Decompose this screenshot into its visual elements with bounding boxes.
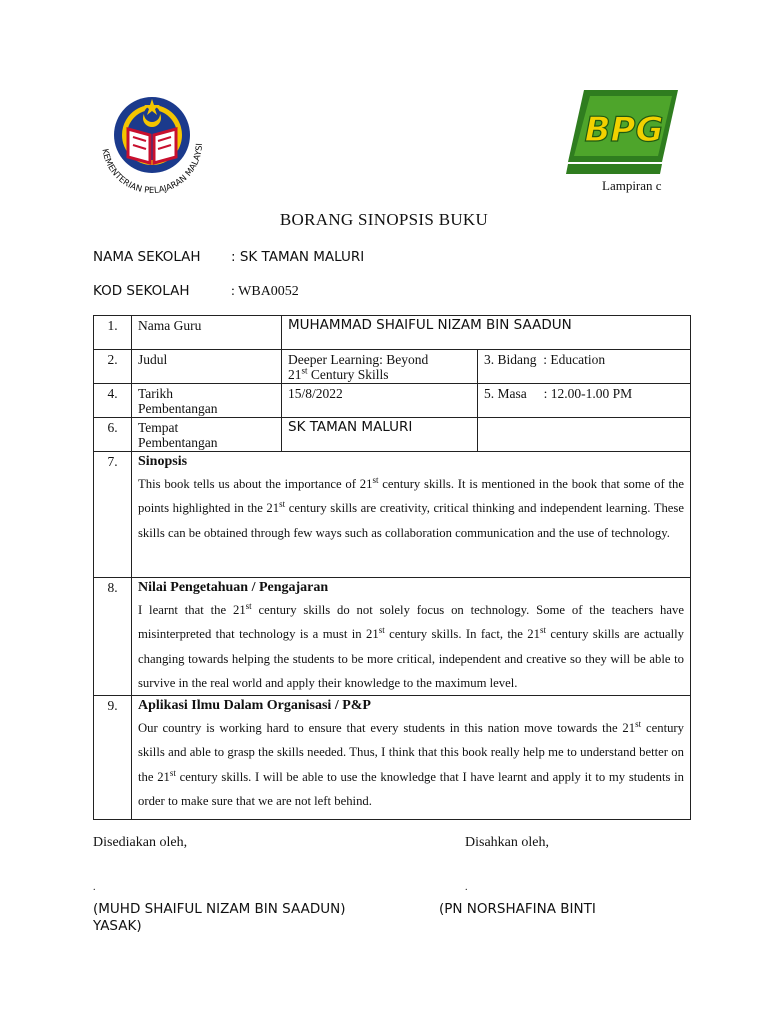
- field-label: Judul: [132, 350, 282, 384]
- judul-line: Deeper Learning: Beyond: [288, 352, 429, 367]
- tempat-value: SK TAMAN MALURI: [282, 418, 478, 452]
- judul-line: 21st Century Skills: [288, 365, 389, 382]
- kpm-logo-text: KEMENTERIAN PELAJARAN MALAYSI: [99, 143, 206, 193]
- row-number: 4.: [94, 384, 132, 418]
- table-row: [94, 384, 691, 418]
- empty-cell: [478, 418, 691, 452]
- lampiran-label: Lampiran c: [602, 178, 662, 193]
- judul-value: [282, 350, 478, 384]
- field-label: Tempat Pembentangan: [132, 418, 282, 452]
- row-number: 9.: [94, 696, 132, 820]
- row-number: 8.: [94, 578, 132, 696]
- kpm-logo: [88, 85, 216, 193]
- nama-sekolah-label: NAMA SEKOLAH: [93, 249, 201, 265]
- kod-sekolah-value: : WBA0052: [231, 284, 299, 299]
- synopsis-form-table: [93, 315, 691, 820]
- row-number: 7.: [94, 452, 132, 578]
- field-label: Nama Guru: [132, 316, 282, 350]
- kod-sekolah-label: KOD SEKOLAH: [93, 283, 190, 299]
- nama-sekolah-value: : SK TAMAN MALURI: [231, 249, 365, 265]
- nilai-text: I learnt that the 21st century skills do not solely focus on technology. Some of the teachers have misinterpreted that technology is a must in 21st century skills. In fact, the 21st century skills are actually changing towards helping the students to be more critical, independent and creative so they will be able to survive in the real world and apply their knowledge to the maximum level.: [138, 600, 684, 690]
- masa-field: 5. Masa : 12.00-1.00 PM: [478, 384, 691, 418]
- table-row: [94, 696, 691, 820]
- signature-line-mark: .: [93, 882, 96, 893]
- section-title: Aplikasi Ilmu Dalam Organisasi / P&P: [138, 698, 371, 714]
- approved-by-name: (PN NORSHAFINA BINTI: [439, 901, 596, 917]
- tarikh-value: 15/8/2022: [282, 384, 478, 418]
- nama-sekolah-row: [93, 249, 364, 265]
- bpg-logo-text: BPG: [584, 110, 664, 150]
- row-number: 6.: [94, 418, 132, 452]
- sinopsis-text: This book tells us about the importance of 21st century skills. It is mentioned in the book that some of the points highlighted in the 21st century skills are creativity, critical thinking and independent learning. These skills can be obtained through few ways such as collaboration communication and the use of technology.: [138, 474, 684, 540]
- row-number: 1.: [94, 316, 132, 350]
- section-title: Sinopsis: [138, 454, 188, 469]
- signature-line-mark: .: [465, 882, 468, 893]
- section-title: Nilai Pengetahuan / Pengajaran: [138, 580, 329, 595]
- nilai-cell: [132, 578, 691, 696]
- nama-guru-value: MUHAMMAD SHAIFUL NIZAM BIN SAADUN: [282, 316, 691, 350]
- table-row: [94, 316, 691, 350]
- bidang-field: 3. Bidang : Education: [478, 350, 691, 384]
- kod-sekolah-row: [93, 283, 299, 300]
- table-row: [94, 452, 691, 578]
- aplikasi-text: Our country is working hard to ensure that every students in this nation move towards the 21st century skills and able to grasp the skills needed. Thus, I think that this book really help me to understand better on the 21st century skills. I will be able to use the knowledge that I have learnt and apply it to my students in order to make sure that we are not left behind.: [138, 718, 685, 809]
- row-number: 2.: [94, 350, 132, 384]
- prepared-by-name: (MUHD SHAIFUL NIZAM BIN SAADUN): [93, 901, 346, 917]
- page-title: BORANG SINOPSIS BUKU: [279, 210, 489, 229]
- table-row: [94, 350, 691, 384]
- table-row: [94, 578, 691, 696]
- aplikasi-cell: [132, 696, 691, 820]
- sinopsis-cell: [132, 452, 691, 578]
- bpg-logo: [562, 86, 680, 180]
- table-row: [94, 418, 691, 452]
- prepared-by-label: Disediakan oleh,: [93, 835, 188, 850]
- approved-by-name-continued: YASAK): [93, 918, 142, 934]
- field-label: Tarikh Pembentangan: [132, 384, 282, 418]
- approved-by-label: Disahkan oleh,: [465, 835, 549, 850]
